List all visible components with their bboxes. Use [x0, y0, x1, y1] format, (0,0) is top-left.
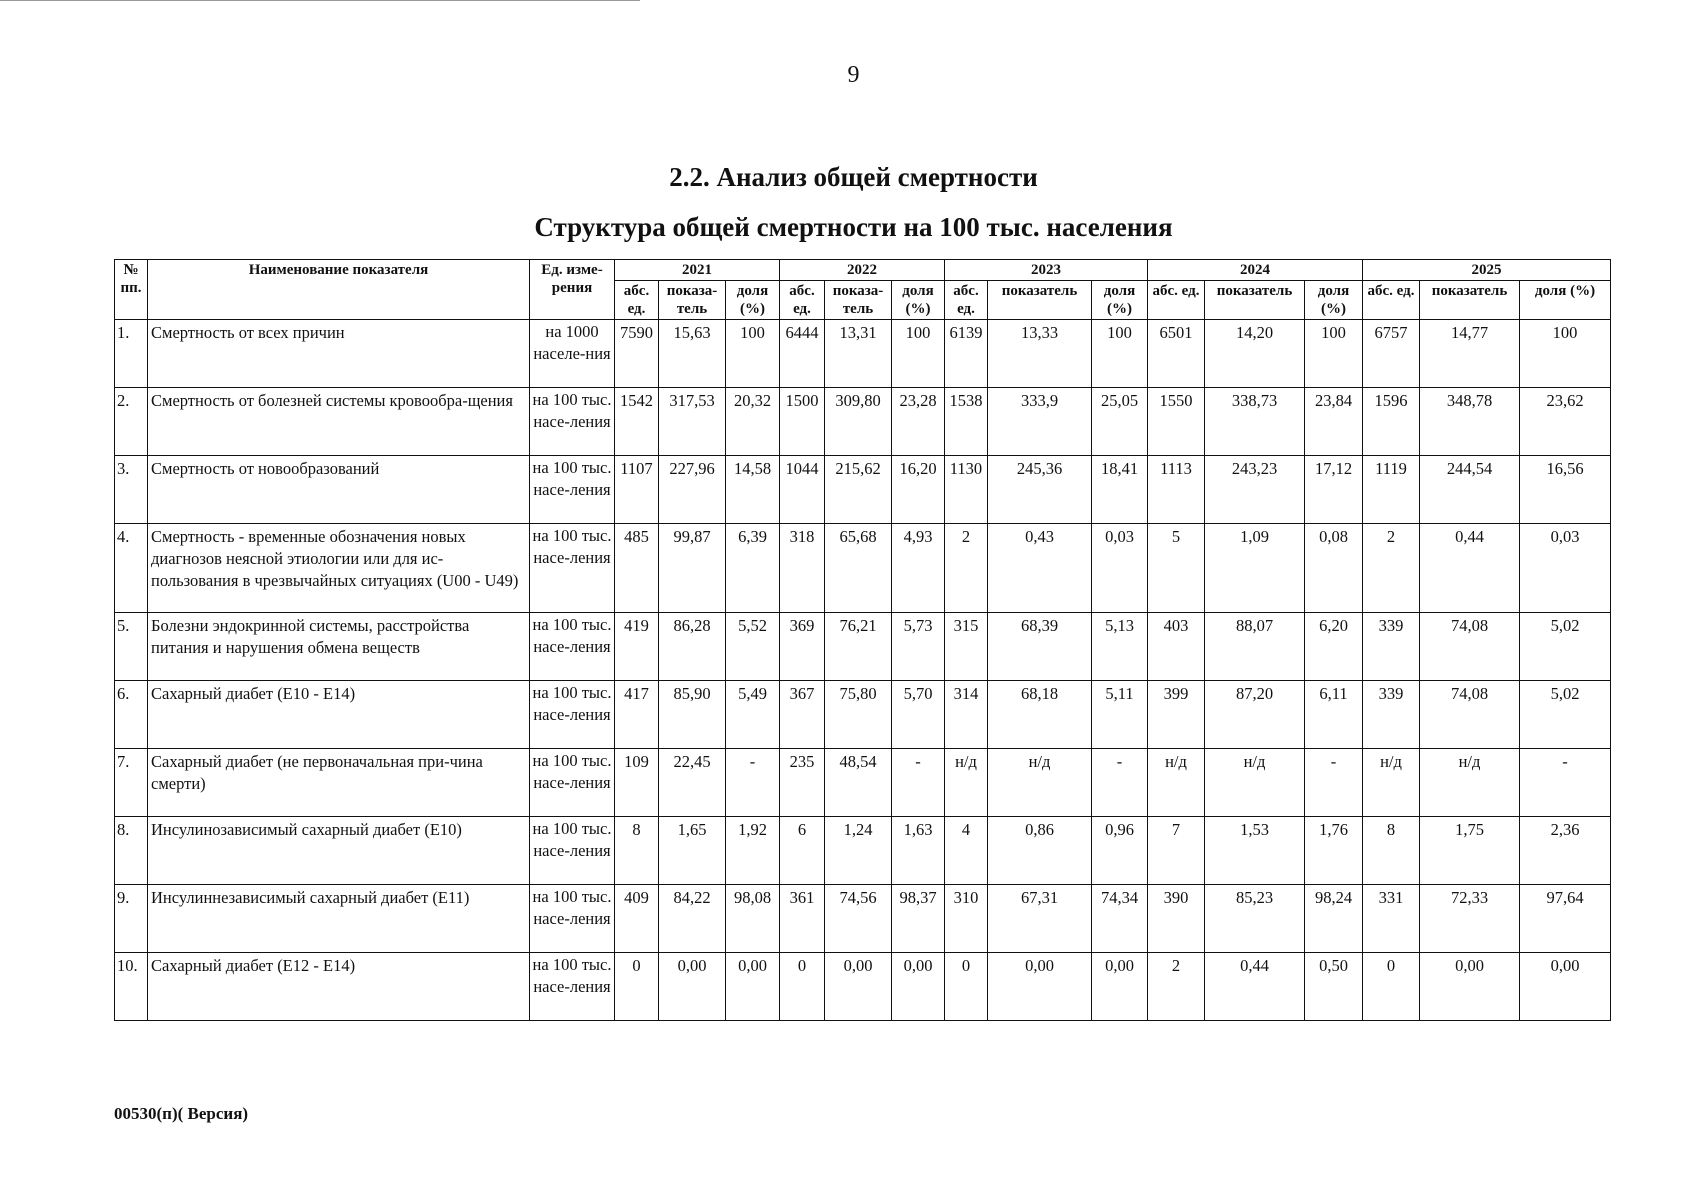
value-cell: 88,07	[1205, 613, 1305, 681]
value-cell: 485	[615, 524, 659, 613]
scan-edge-line	[0, 0, 640, 1]
subheader-cell: доля (%)	[726, 281, 780, 320]
value-cell: 14,77	[1420, 320, 1520, 388]
value-cell: 317,53	[659, 388, 726, 456]
subheader-cell: абс. ед.	[615, 281, 659, 320]
footer-code: 00530(п)( Версия)	[114, 1104, 249, 1123]
value-cell: 1,75	[1420, 817, 1520, 885]
value-cell: 13,31	[825, 320, 892, 388]
value-cell: 0,00	[1520, 953, 1611, 1021]
value-cell: 1,24	[825, 817, 892, 885]
subheader-cell: абс. ед.	[780, 281, 825, 320]
value-cell: 333,9	[988, 388, 1092, 456]
header-year-2024: 2024	[1148, 260, 1363, 281]
indicator-name: Инсулиннезависимый сахарный диабет (Е11)	[148, 885, 530, 953]
row-number: 2.	[115, 388, 148, 456]
value-cell: 20,32	[726, 388, 780, 456]
unit-cell: на 100 тыс. насе-ления	[530, 524, 615, 613]
value-cell: 5,02	[1520, 681, 1611, 749]
value-cell: 2	[1148, 953, 1205, 1021]
header-row-years	[115, 260, 1611, 281]
value-cell: 5,11	[1092, 681, 1148, 749]
value-cell: 5,73	[892, 613, 945, 681]
value-cell: 0	[1363, 953, 1420, 1021]
value-cell: 74,56	[825, 885, 892, 953]
value-cell: 331	[1363, 885, 1420, 953]
value-cell: 85,23	[1205, 885, 1305, 953]
value-cell: 0,03	[1520, 524, 1611, 613]
value-cell: 25,05	[1092, 388, 1148, 456]
subheader-cell: доля (%)	[892, 281, 945, 320]
indicator-name: Болезни эндокринной системы, расстройства питания и нарушения обмена веществ	[148, 613, 530, 681]
table-row	[115, 320, 1611, 388]
value-cell: 6,11	[1305, 681, 1363, 749]
value-cell: 14,58	[726, 456, 780, 524]
value-cell: 6,20	[1305, 613, 1363, 681]
subheader-cell: доля (%)	[1305, 281, 1363, 320]
value-cell: 15,63	[659, 320, 726, 388]
value-cell: н/д	[1205, 749, 1305, 817]
subheader-cell: показатель	[988, 281, 1092, 320]
value-cell: 85,90	[659, 681, 726, 749]
table-row	[115, 388, 1611, 456]
value-cell: 0,96	[1092, 817, 1148, 885]
value-cell: 5,02	[1520, 613, 1611, 681]
value-cell: 6501	[1148, 320, 1205, 388]
value-cell: 5,70	[892, 681, 945, 749]
subheader-cell: абс. ед.	[945, 281, 988, 320]
value-cell: 348,78	[1420, 388, 1520, 456]
value-cell: 4	[945, 817, 988, 885]
subheader-cell: доля (%)	[1520, 281, 1611, 320]
value-cell: 100	[1305, 320, 1363, 388]
subheader-cell: показатель	[1420, 281, 1520, 320]
value-cell: 23,84	[1305, 388, 1363, 456]
value-cell: 74,08	[1420, 681, 1520, 749]
value-cell: 244,54	[1420, 456, 1520, 524]
value-cell: 18,41	[1092, 456, 1148, 524]
table-row	[115, 885, 1611, 953]
value-cell: 98,24	[1305, 885, 1363, 953]
value-cell: 2	[945, 524, 988, 613]
value-cell: 16,56	[1520, 456, 1611, 524]
value-cell: 7590	[615, 320, 659, 388]
value-cell: 0,43	[988, 524, 1092, 613]
subheader-cell: доля (%)	[1092, 281, 1148, 320]
indicator-name: Смертность - временные обозначения новых диагнозов неясной этиологии или для ис-пользования в чрезвычайных ситуациях (U00 - U49)	[148, 524, 530, 613]
value-cell: 5,13	[1092, 613, 1148, 681]
value-cell: 84,22	[659, 885, 726, 953]
unit-cell: на 100 тыс. насе-ления	[530, 456, 615, 524]
value-cell: 1,53	[1205, 817, 1305, 885]
indicator-name: Смертность от всех причин	[148, 320, 530, 388]
value-cell: 390	[1148, 885, 1205, 953]
table-row	[115, 817, 1611, 885]
value-cell: 4,93	[892, 524, 945, 613]
value-cell: 314	[945, 681, 988, 749]
value-cell: 0	[945, 953, 988, 1021]
value-cell: 0,00	[726, 953, 780, 1021]
value-cell: -	[1520, 749, 1611, 817]
value-cell: 97,64	[1520, 885, 1611, 953]
value-cell: -	[1092, 749, 1148, 817]
value-cell: 6139	[945, 320, 988, 388]
value-cell: 227,96	[659, 456, 726, 524]
table-body	[115, 320, 1611, 1021]
unit-cell: на 100 тыс. насе-ления	[530, 817, 615, 885]
value-cell: 2,36	[1520, 817, 1611, 885]
indicator-name: Смертность от болезней системы кровообра-щения	[148, 388, 530, 456]
value-cell: 100	[1092, 320, 1148, 388]
value-cell: 23,62	[1520, 388, 1611, 456]
value-cell: 14,20	[1205, 320, 1305, 388]
value-cell: 0,08	[1305, 524, 1363, 613]
unit-cell: на 1000 населе-ния	[530, 320, 615, 388]
row-number: 4.	[115, 524, 148, 613]
value-cell: 0,00	[892, 953, 945, 1021]
value-cell: 245,36	[988, 456, 1092, 524]
value-cell: 65,68	[825, 524, 892, 613]
header-year-2023: 2023	[945, 260, 1148, 281]
value-cell: 0,00	[1092, 953, 1148, 1021]
row-number: 3.	[115, 456, 148, 524]
unit-cell: на 100 тыс. насе-ления	[530, 885, 615, 953]
value-cell: 6	[780, 817, 825, 885]
value-cell: 1113	[1148, 456, 1205, 524]
value-cell: 5,52	[726, 613, 780, 681]
subheader-cell: абс. ед.	[1148, 281, 1205, 320]
value-cell: 419	[615, 613, 659, 681]
section-title: 2.2. Анализ общей смертности	[669, 162, 1038, 192]
indicator-name: Сахарный диабет (Е12 - Е14)	[148, 953, 530, 1021]
row-number: 1.	[115, 320, 148, 388]
row-number: 7.	[115, 749, 148, 817]
value-cell: 48,54	[825, 749, 892, 817]
value-cell: -	[1305, 749, 1363, 817]
value-cell: 1130	[945, 456, 988, 524]
table-row	[115, 749, 1611, 817]
table-row	[115, 613, 1611, 681]
value-cell: 403	[1148, 613, 1205, 681]
row-number: 8.	[115, 817, 148, 885]
value-cell: 99,87	[659, 524, 726, 613]
value-cell: 74,34	[1092, 885, 1148, 953]
value-cell: 1550	[1148, 388, 1205, 456]
header-name: Наименование показателя	[148, 260, 530, 320]
unit-cell: на 100 тыс. насе-ления	[530, 388, 615, 456]
value-cell: 100	[1520, 320, 1611, 388]
value-cell: 8	[1363, 817, 1420, 885]
mortality-table	[114, 259, 1611, 1021]
value-cell: 1500	[780, 388, 825, 456]
value-cell: н/д	[1148, 749, 1205, 817]
subheader-cell: показатель	[1205, 281, 1305, 320]
value-cell: -	[892, 749, 945, 817]
value-cell: 215,62	[825, 456, 892, 524]
value-cell: 16,20	[892, 456, 945, 524]
value-cell: -	[726, 749, 780, 817]
value-cell: 1596	[1363, 388, 1420, 456]
value-cell: 1,92	[726, 817, 780, 885]
value-cell: 0,03	[1092, 524, 1148, 613]
value-cell: 318	[780, 524, 825, 613]
unit-cell: на 100 тыс. насе-ления	[530, 953, 615, 1021]
value-cell: 315	[945, 613, 988, 681]
value-cell: н/д	[1420, 749, 1520, 817]
value-cell: 86,28	[659, 613, 726, 681]
value-cell: 369	[780, 613, 825, 681]
value-cell: 22,45	[659, 749, 726, 817]
value-cell: 417	[615, 681, 659, 749]
value-cell: 23,28	[892, 388, 945, 456]
value-cell: 6,39	[726, 524, 780, 613]
unit-cell: на 100 тыс. насе-ления	[530, 613, 615, 681]
subheader-cell: показа-тель	[825, 281, 892, 320]
subheader-cell: показа-тель	[659, 281, 726, 320]
value-cell: 5	[1148, 524, 1205, 613]
table-row	[115, 524, 1611, 613]
value-cell: 1,63	[892, 817, 945, 885]
value-cell: 8	[615, 817, 659, 885]
value-cell: 0,50	[1305, 953, 1363, 1021]
value-cell: 309,80	[825, 388, 892, 456]
table-title: Структура общей смертности на 100 тыс. населения	[534, 212, 1173, 242]
value-cell: 235	[780, 749, 825, 817]
row-number: 9.	[115, 885, 148, 953]
value-cell: 0,00	[1420, 953, 1520, 1021]
value-cell: 1542	[615, 388, 659, 456]
value-cell: 1,65	[659, 817, 726, 885]
value-cell: 68,18	[988, 681, 1092, 749]
value-cell: 17,12	[1305, 456, 1363, 524]
subheader-cell: абс. ед.	[1363, 281, 1420, 320]
value-cell: 0,00	[825, 953, 892, 1021]
value-cell: 0,00	[659, 953, 726, 1021]
value-cell: 76,21	[825, 613, 892, 681]
value-cell: 5,49	[726, 681, 780, 749]
value-cell: 361	[780, 885, 825, 953]
value-cell: 310	[945, 885, 988, 953]
value-cell: 100	[892, 320, 945, 388]
unit-cell: на 100 тыс. насе-ления	[530, 681, 615, 749]
value-cell: 1,76	[1305, 817, 1363, 885]
header-year-2022: 2022	[780, 260, 945, 281]
header-unit: Ед. изме-рения	[530, 260, 615, 320]
value-cell: 0	[615, 953, 659, 1021]
value-cell: 87,20	[1205, 681, 1305, 749]
value-cell: 67,31	[988, 885, 1092, 953]
row-number: 6.	[115, 681, 148, 749]
value-cell: 75,80	[825, 681, 892, 749]
value-cell: 72,33	[1420, 885, 1520, 953]
value-cell: 2	[1363, 524, 1420, 613]
indicator-name: Инсулинозависимый сахарный диабет (Е10)	[148, 817, 530, 885]
value-cell: 338,73	[1205, 388, 1305, 456]
value-cell: 339	[1363, 681, 1420, 749]
value-cell: 6757	[1363, 320, 1420, 388]
value-cell: 98,37	[892, 885, 945, 953]
value-cell: н/д	[1363, 749, 1420, 817]
header-year-2025: 2025	[1363, 260, 1611, 281]
value-cell: 74,08	[1420, 613, 1520, 681]
indicator-name: Сахарный диабет (Е10 - Е14)	[148, 681, 530, 749]
value-cell: 367	[780, 681, 825, 749]
header-year-2021: 2021	[615, 260, 780, 281]
value-cell: 0,44	[1420, 524, 1520, 613]
value-cell: 0,00	[988, 953, 1092, 1021]
table-row	[115, 953, 1611, 1021]
value-cell: 1538	[945, 388, 988, 456]
value-cell: 0	[780, 953, 825, 1021]
value-cell: 0,86	[988, 817, 1092, 885]
unit-cell: на 100 тыс. насе-ления	[530, 749, 615, 817]
row-number: 10.	[115, 953, 148, 1021]
table-row	[115, 681, 1611, 749]
page-number: 9	[847, 62, 860, 88]
value-cell: 339	[1363, 613, 1420, 681]
indicator-name: Смертность от новообразований	[148, 456, 530, 524]
value-cell: 6444	[780, 320, 825, 388]
value-cell: 98,08	[726, 885, 780, 953]
value-cell: н/д	[988, 749, 1092, 817]
value-cell: 1107	[615, 456, 659, 524]
value-cell: 109	[615, 749, 659, 817]
table-row	[115, 456, 1611, 524]
value-cell: 243,23	[1205, 456, 1305, 524]
indicator-name: Сахарный диабет (не первоначальная при-чина смерти)	[148, 749, 530, 817]
header-num: № пп.	[115, 260, 148, 320]
value-cell: 1,09	[1205, 524, 1305, 613]
value-cell: 409	[615, 885, 659, 953]
value-cell: 13,33	[988, 320, 1092, 388]
value-cell: 100	[726, 320, 780, 388]
value-cell: н/д	[945, 749, 988, 817]
value-cell: 0,44	[1205, 953, 1305, 1021]
row-number: 5.	[115, 613, 148, 681]
value-cell: 1119	[1363, 456, 1420, 524]
value-cell: 399	[1148, 681, 1205, 749]
value-cell: 1044	[780, 456, 825, 524]
value-cell: 7	[1148, 817, 1205, 885]
value-cell: 68,39	[988, 613, 1092, 681]
